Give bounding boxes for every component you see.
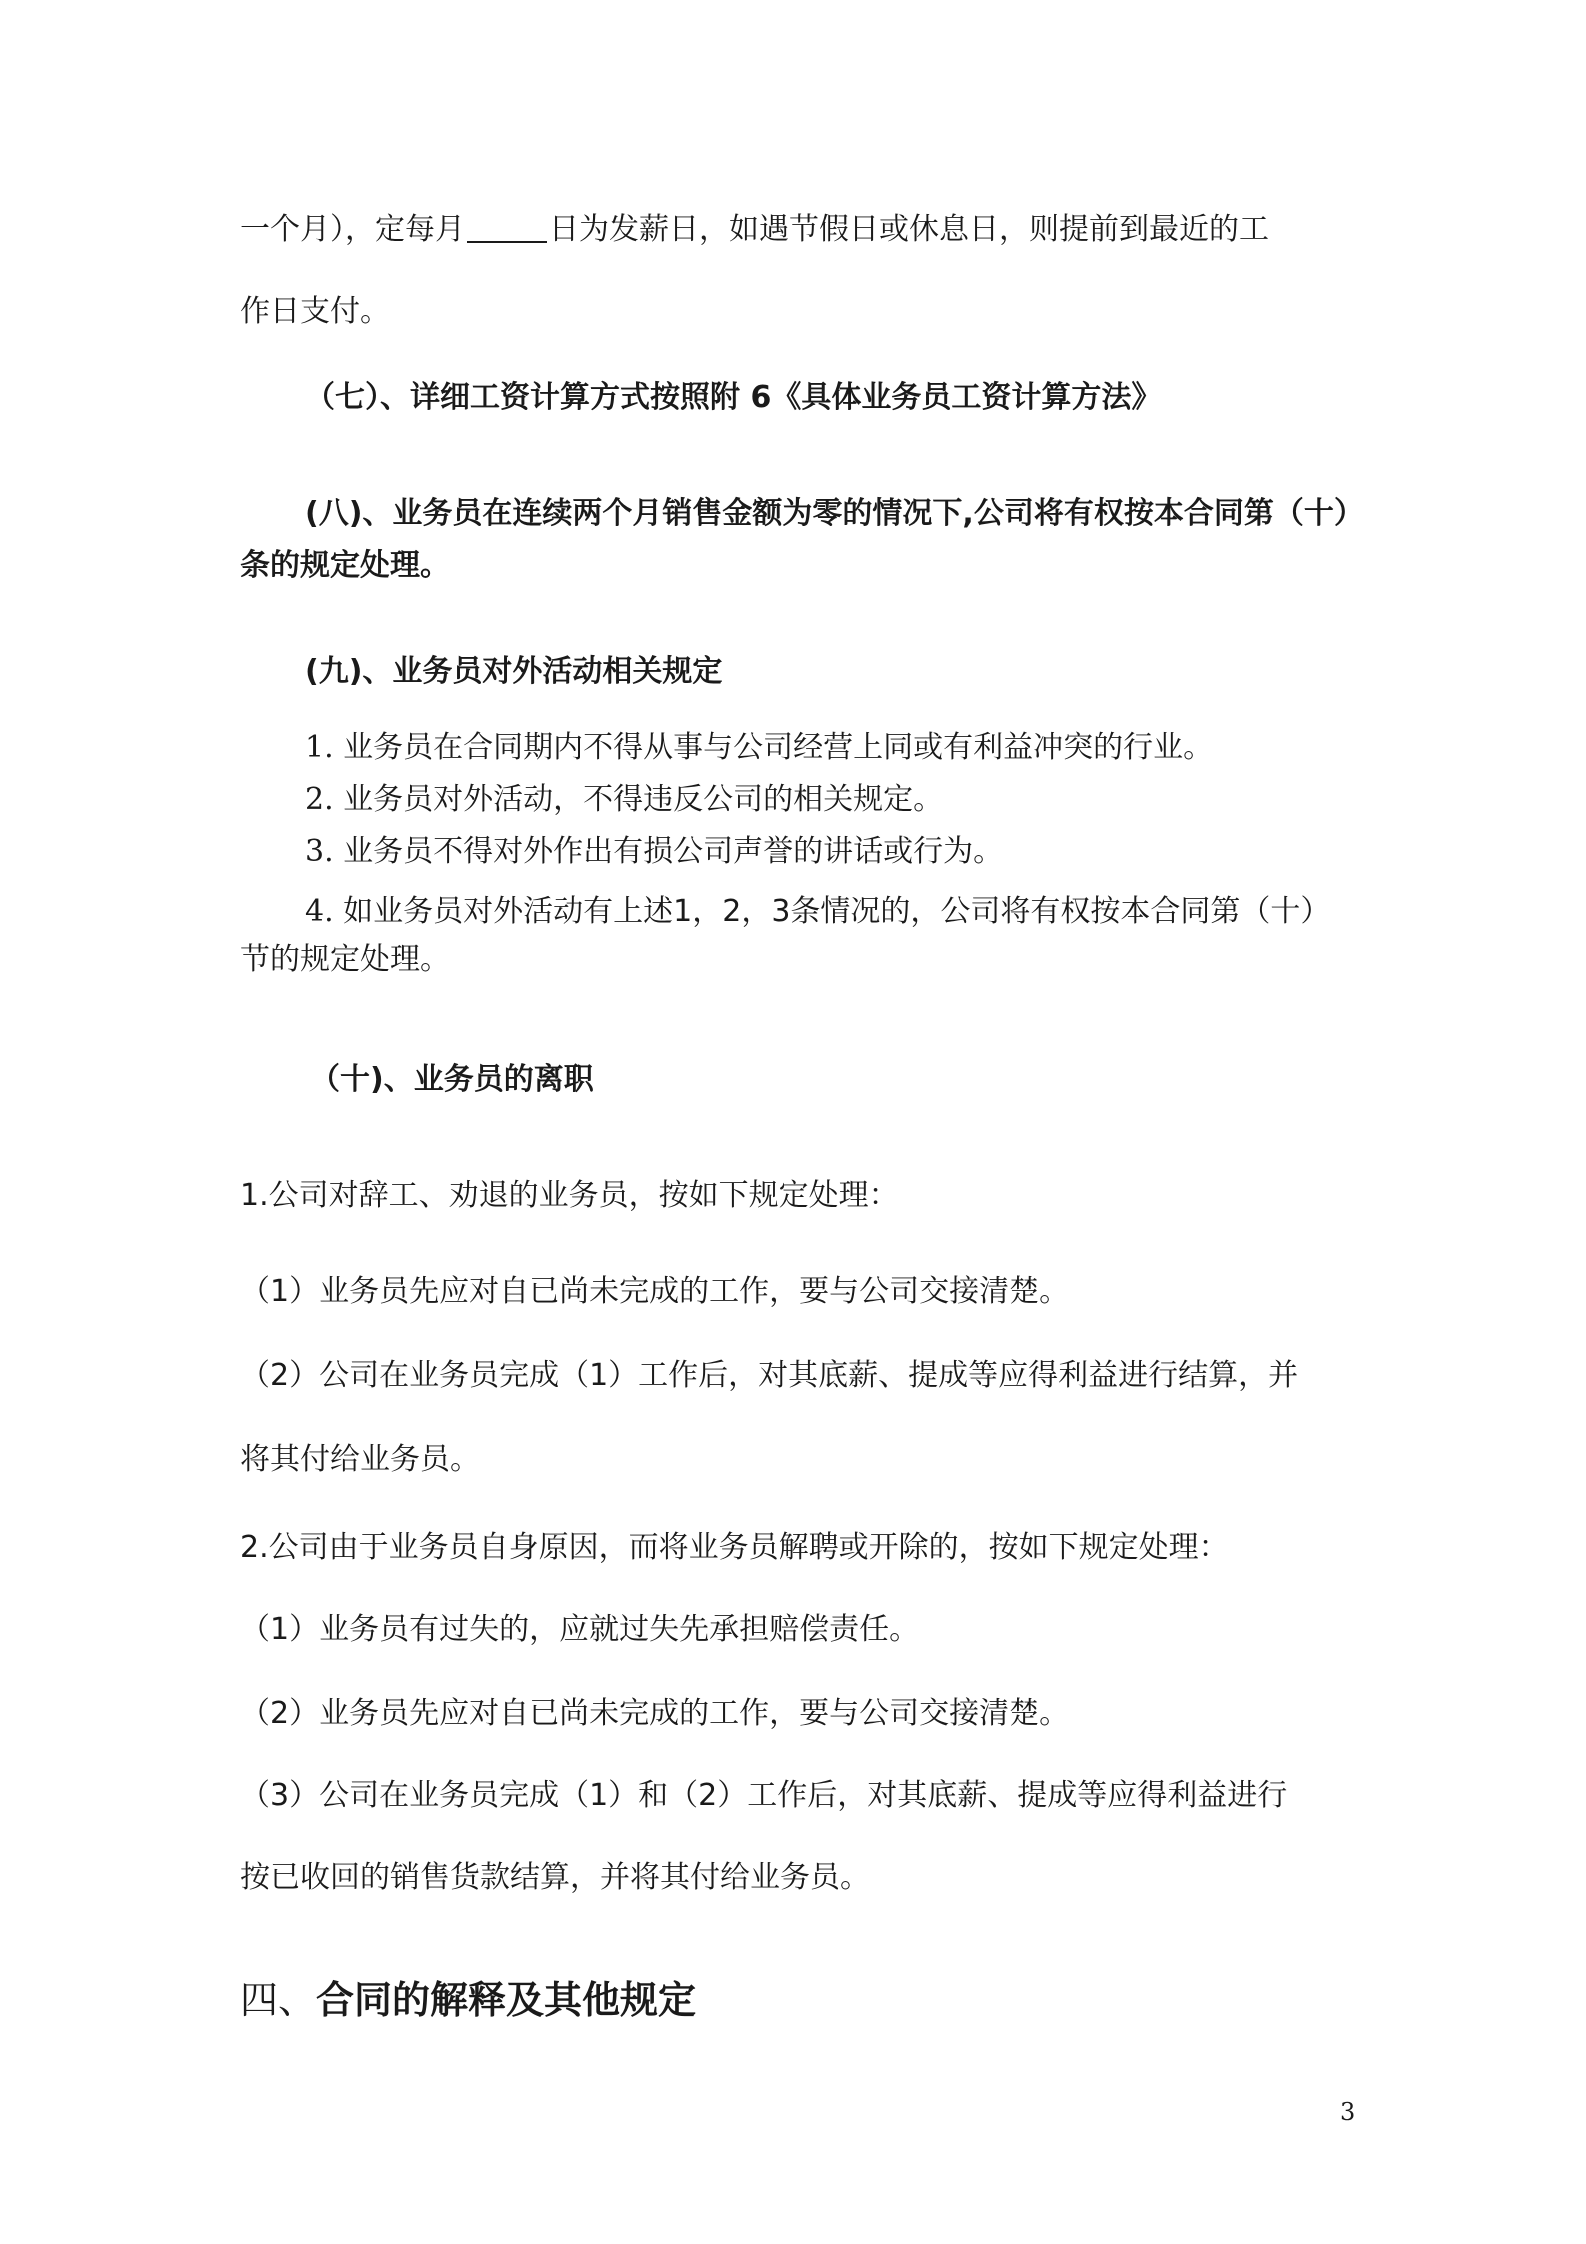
section-9-item-4: 4. 如业务员对外活动有上述1，2，3条情况的，公司将有权按本合同第（十） <box>305 894 1331 929</box>
section-8-line-2: 条的规定处理。 <box>240 548 450 583</box>
section-4-heading: 四、合同的解释及其他规定 <box>240 1978 697 2022</box>
section-10-clause-2-2: （2）业务员先应对自已尚未完成的工作，要与公司交接清楚。 <box>240 1696 1070 1731</box>
section-10-clause-2: 2.公司由于业务员自身原因，而将业务员解聘或开除的，按如下规定处理： <box>240 1530 1229 1565</box>
section-10-clause-1-2-line-1: （2）公司在业务员完成（1）工作后，对其底薪、提成等应得利益进行结算，并 <box>240 1358 1299 1393</box>
section-10-clause-1: 1.公司对辞工、劝退的业务员，按如下规定处理： <box>240 1178 899 1213</box>
salary-paragraph-line-1: 一个月），定每月 日为发薪日，如遇节假日或休息日，则提前到最近的工 <box>240 212 1269 247</box>
section-9-item-1: 1. 业务员在合同期内不得从事与公司经营上同或有利益冲突的行业。 <box>305 730 1214 765</box>
section-9-item-3: 3. 业务员不得对外作出有损公司声誉的讲话或行为。 <box>305 834 1004 869</box>
section-10-clause-1-1: （1）业务员先应对自已尚未完成的工作，要与公司交接清楚。 <box>240 1274 1070 1309</box>
section-10-clause-2-1: （1）业务员有过失的，应就过失先承担赔偿责任。 <box>240 1612 920 1647</box>
section-8-line-1: (八)、业务员在连续两个月销售金额为零的情况下,公司将有权按本合同第（十） <box>305 496 1364 531</box>
section-9-item-2: 2. 业务员对外活动，不得违反公司的相关规定。 <box>305 782 944 817</box>
section-9-item-4-cont: 节的规定处理。 <box>240 942 450 977</box>
section-7-heading: （七）、详细工资计算方式按照附 6《具体业务员工资计算方法》 <box>305 380 1162 415</box>
section-10-clause-2-3-line-1: （3）公司在业务员完成（1）和（2）工作后，对其底薪、提成等应得利益进行 <box>240 1778 1288 1813</box>
payday-blank <box>467 211 547 243</box>
page-number: 3 <box>1340 2098 1356 2126</box>
section-10-clause-2-3-line-2: 按已收回的销售货款结算，并将其付给业务员。 <box>240 1860 870 1895</box>
section-10-heading: （十)、业务员的离职 <box>310 1062 594 1097</box>
salary-paragraph-line-2: 作日支付。 <box>240 294 390 329</box>
section-9-heading: (九)、业务员对外活动相关规定 <box>305 654 723 689</box>
section-10-clause-1-2-line-2: 将其付给业务员。 <box>240 1442 480 1477</box>
